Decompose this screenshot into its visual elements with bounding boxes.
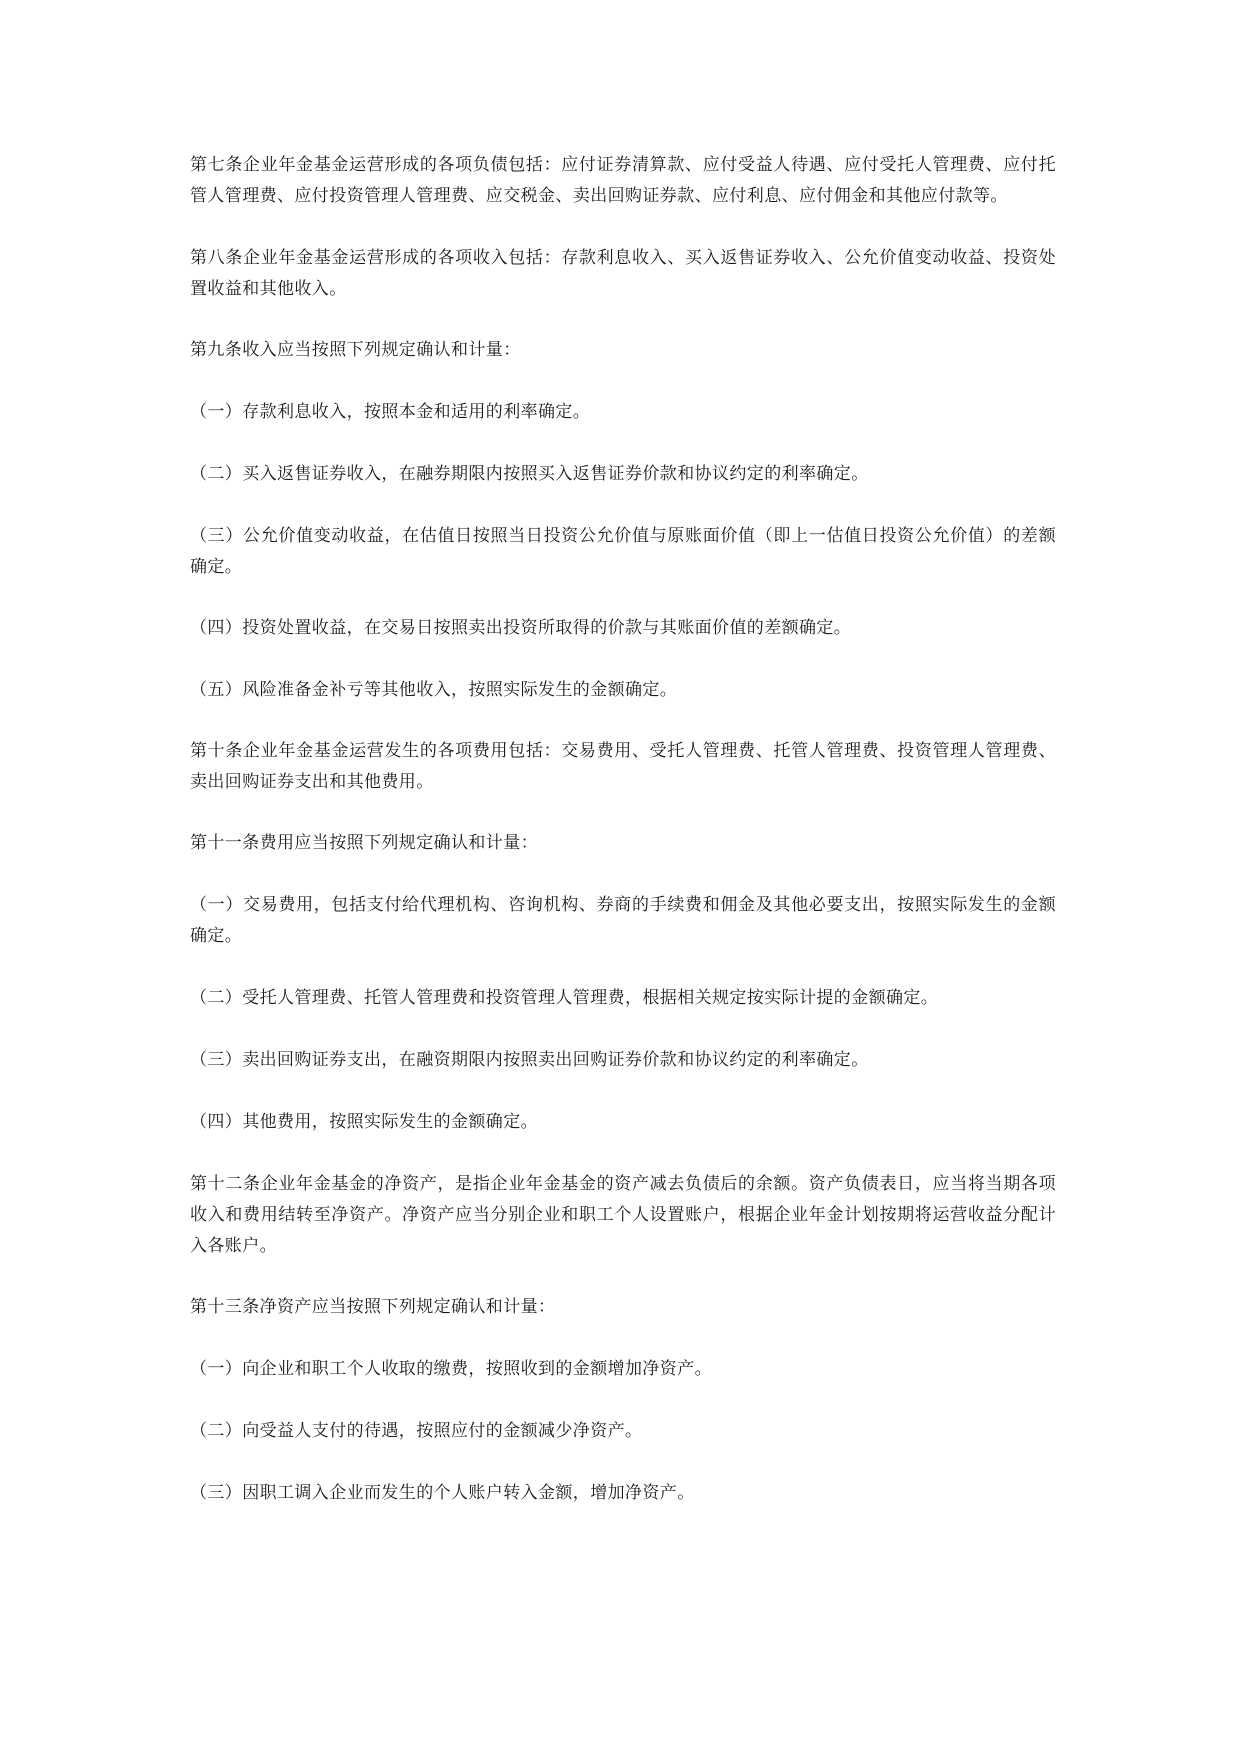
paragraph-article-9-item-5: （五）风险准备金补亏等其他收入，按照实际发生的金额确定。 xyxy=(190,680,678,700)
paragraph-article-13-item-2: （二）向受益人支付的待遇，按照应付的金额减少净资产。 xyxy=(190,1421,643,1441)
paragraph-article-8: 第八条企业年金基金运营形成的各项收入包括：存款利息收入、买入返售证券收入、公允价值变动收益、投资处置收益和其他收入。 xyxy=(190,248,1056,299)
paragraph-article-10: 第十条企业年金基金运营发生的各项费用包括：交易费用、受托人管理费、托管人管理费、投资管理人管理费、卖出回购证券支出和其他费用。 xyxy=(190,741,1056,792)
paragraph-article-13-item-1: （一）向企业和职工个人收取的缴费，按照收到的金额增加净资产。 xyxy=(190,1359,712,1379)
paragraph-article-7: 第七条企业年金基金运营形成的各项负债包括：应付证券清算款、应付受益人待遇、应付受托人管理费、应付托管人管理费、应付投资管理人管理费、应交税金、卖出回购证券款、应付利息、应付佣金和其他应付款等。 xyxy=(190,155,1056,206)
paragraph-article-12: 第十二条企业年金基金的净资产，是指企业年金基金的资产减去负债后的余额。资产负债表日，应当将当期各项收入和费用结转至净资产。净资产应当分别企业和职工个人设置账户，根据企业年金计划按期将运营收益分配计入各账户。 xyxy=(190,1174,1056,1256)
paragraph-article-9-item-1: （一）存款利息收入，按照本金和适用的利率确定。 xyxy=(190,402,591,422)
paragraph-article-11-item-3: （三）卖出回购证券支出，在融资期限内按照卖出回购证券价款和协议约定的利率确定。 xyxy=(190,1050,869,1070)
paragraph-article-11-item-2: （二）受托人管理费、托管人管理费和投资管理人管理费，根据相关规定按实际计提的金额确定。 xyxy=(190,988,939,1008)
paragraph-article-11-item-1: （一）交易费用，包括支付给代理机构、咨询机构、券商的手续费和佣金及其他必要支出，按照实际发生的金额确定。 xyxy=(190,895,1056,946)
paragraph-article-13-item-3: （三）因职工调入企业而发生的个人账户转入金额，增加净资产。 xyxy=(190,1483,695,1503)
paragraph-article-9-item-2: （二）买入返售证券收入，在融券期限内按照买入返售证券价款和协议约定的利率确定。 xyxy=(190,464,869,484)
paragraph-article-11-item-4: （四）其他费用，按照实际发生的金额确定。 xyxy=(190,1112,538,1132)
document-page xyxy=(190,150,1056,1509)
paragraph-article-9-item-3: （三）公允价值变动收益，在估值日按照当日投资公允价值与原账面价值（即上一估值日投资公允价值）的差额确定。 xyxy=(190,526,1056,577)
paragraph-article-13: 第十三条净资产应当按照下列规定确认和计量： xyxy=(190,1297,556,1317)
paragraph-article-9-item-4: （四）投资处置收益，在交易日按照卖出投资所取得的价款与其账面价值的差额确定。 xyxy=(190,618,852,638)
paragraph-article-9: 第九条收入应当按照下列规定确认和计量： xyxy=(190,340,521,360)
paragraph-article-11: 第十一条费用应当按照下列规定确认和计量： xyxy=(190,833,538,853)
